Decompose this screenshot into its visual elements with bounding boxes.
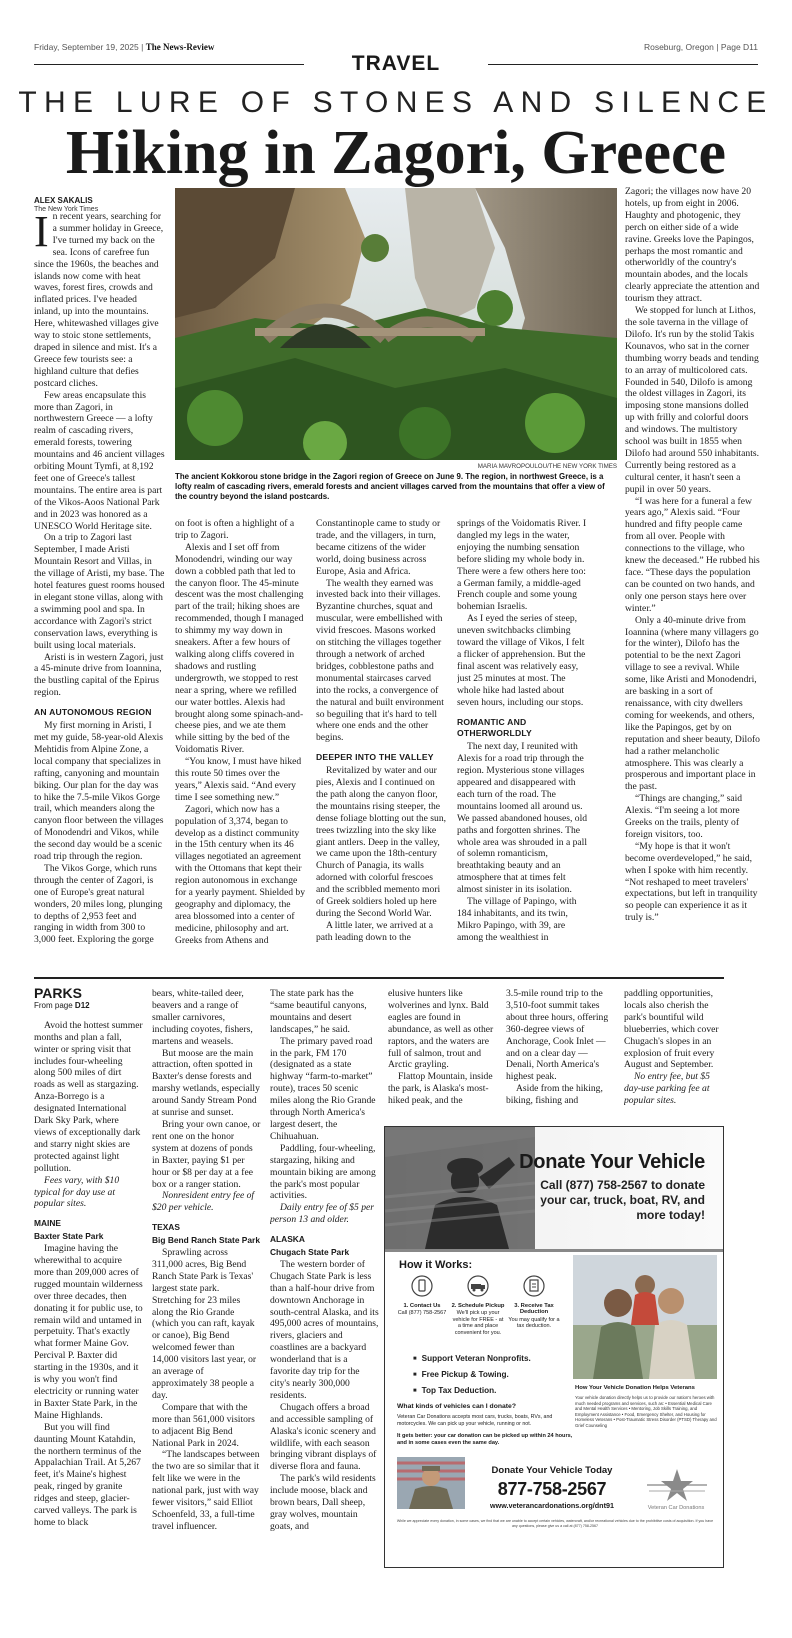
paragraph: paddling opportunities, locals also cherish the park's bountiful wild blueberries, which cover Chugach's slopes in an explosion of fruit every August and September. <box>624 988 719 1071</box>
masthead-left: Friday, September 19, 2025 | The News-Review <box>34 42 215 52</box>
paragraph: But you will find daunting Mount Katahdin, the northern terminus of the Appalachian Trail. At 5,267 feet, it's Maine's highest peak, ringed by granite ridges and steep, glacier-carved valleys. The park is home to black <box>34 1421 142 1528</box>
paragraph: on foot is often a highlight of a trip to Zagori. <box>175 518 295 541</box>
veteran-portrait-icon <box>397 1457 465 1509</box>
paragraph: We stopped for lunch at Lithos, the sole taverna in the village of Dilofo. It's run by the stolid Takis Kounavos, who sat in the corner thumbing worry beads and tending to an array of multicolored cats. Founded in 540, Dilofo is among the oldest villages in Zagori, its imposing stone mansions dolled up with frilly and colorful doors and windows. The multistory school was built in 1855 when Dilofo had around 550 inhabitants. Currently being restored as a cultural center, it hasn't seen a pupil in over 50 years. <box>625 305 760 495</box>
paragraph: On a trip to Zagori last September, I made Aristi Mountain Resort and Villas, in the village of Aristi, my base. The hotel features guest rooms housed in elegant stone villas, along with a swimming pool and spa. In accordance with Zagori's strict conservation laws, everything is built using local materials. <box>34 532 165 651</box>
article-column-4 <box>457 518 588 973</box>
paragraph: Constantinople came to study or trade, and the villagers, in turn, became citizens of the wider world, doing business across Europe, Asia and Africa. <box>316 518 441 577</box>
how-it-works-title: How it Works: <box>399 1259 473 1271</box>
tax-document-icon <box>523 1275 545 1297</box>
paragraph: Aside from the hiking, biking, fishing and <box>506 1083 603 1107</box>
drop-cap: I <box>34 211 49 256</box>
state-heading: ALASKA <box>270 1234 305 1245</box>
faq-extra: It gets better: your car donation can be picked up within 24 hours, and in some cases even the same day. <box>397 1433 573 1446</box>
headline: Hiking in Zagori, Greece <box>65 119 727 187</box>
paragraph: Chugach offers a broad and accessible sampling of Alaska's iconic scenery and wildlife, with each season bringing vibrant displays of diverse flora and fauna. <box>270 1401 377 1473</box>
fee-note: Daily entry fee of $5 per person 13 and older. <box>270 1202 375 1226</box>
ad-fine-print: While we appreciate every donation, in some cases, we find that we are unable to accept certain vehicles, watercraft, and/or recreational vehicles due to the prohibitive costs of acquisition. If you have any questions, please give us a call at (877) 758-2567 <box>396 1519 714 1528</box>
paragraph: The next day, I reunited with Alexis for a road trip through the region. Mysterious stone villages appeared and disappeared with each turn of the road. The mountains loomed all around us. We passed abandoned houses, old paths and forgotten shrines. The whole area was shrouded in a pall of solemn romanticism, breathtaking beauty and an atmosphere that at times felt almost sinister in its isolation. <box>457 741 588 896</box>
paragraph: Aristi is in western Zagori, just a 45-minute drive from Ioannina, the bustling capital of the Epirus region. <box>34 651 164 699</box>
paragraph: 3.5-mile round trip to the 3,510-foot summit takes about three hours, offering 360-degree views of Anchorage, Cook Inlet — and on a clear day — Denali, North America's highest peak. <box>506 988 609 1083</box>
ad-subheadline: Call (877) 758-2567 to donate your car, truck, boat, RV, and more today! <box>540 1178 705 1222</box>
paragraph: Paddling, four-wheeling, stargazing, hiking and mountain biking are among the park's most popular activities. <box>270 1142 376 1202</box>
section-rule-right <box>488 64 758 65</box>
paragraph: Only a 40-minute drive from Ioannina (where many villagers go for the winter), Dilofo has the potential to be the next Zagori village to see a revival. While some, like Aristi and Monodendri, are basking in a sort of renaissance, with city dwellers coming for weekends, and others, like the Papingos, get by on reputation and sheer beauty, Dilofo had a rather melancholic atmosphere. This was clearly a prosperous and important place in the past. <box>625 614 760 793</box>
paragraph: Revitalized by water and our pies, Alexis and I continued on the path along the canyon floor, the mountains rising steeper, the dense foliage blotting out the sun, trees twizzling into the sky like giant antlers. Deep in the valley, we came upon the 18th-century Church of Panagia, its walls adorned with colorful frescoes and the scribbled memento mori of Greek soldiers holed up here during the Second World War. <box>316 765 447 919</box>
ad-divider <box>385 1249 724 1252</box>
paragraph: As I eyed the series of steep, uneven switchbacks climbing toward the village of Vikos, I felt a flicker of apprehension. But the final ascent was relatively easy, just 25 minutes at most. The whole hike had lasted about seven hours, including our stops. <box>457 613 586 708</box>
paragraph: My first morning in Aristi, I met my guide, 58-year-old Alexis Mehtidis from Alpine Zone, a local company that specializes in rafting, canyoning and mountain biking. Our plan for the day was to hike the 7.5-mile Vikos Gorge trail, which meanders along the canyon floor between the villages of Monodendri and Vikos, while the second day would be a scenic road trip through the region. <box>34 720 164 863</box>
tow-truck-icon <box>467 1275 489 1297</box>
section-label: TRAVEL <box>351 52 441 75</box>
parks-title: PARKS <box>34 988 82 1001</box>
fee-note: Nonresident entry fee of $20 per vehicle. <box>152 1190 255 1214</box>
paragraph: But moose are the main attraction, often spotted in Baxter's dense forests and marshy wetlands, especially around Sandy Stream Pond at sunrise and sunset. <box>152 1047 260 1119</box>
paragraph: Compare that with the more than 561,000 visitors to adjacent Big Bend National Park in 2024. <box>152 1401 255 1449</box>
paragraph: Zagori, which now has a population of 3,374, began to develop as a distinct community in the 15th century when its 46 villages negotiated an agreement with the Ottomans that kept their region autonomous in exchange for a yearly payment. Shielded by geography and diplomacy, the area blossomed into a center of medicine, philosophy and art. Greeks from Athens and <box>175 803 306 946</box>
paragraph: “My hope is that it won't become overdeveloped,” he said, when I spoke with him recently. “Not reshaped to meet travelers' expectations, but left in tranquility so people can experience it as it truly is.” <box>625 840 758 924</box>
vehicle-donation-ad[interactable] <box>384 1126 724 1568</box>
ad-phone-number[interactable]: 877-758-2567 <box>497 1479 607 1499</box>
parks-column-4 <box>388 988 497 1120</box>
parks-column-3 <box>270 988 379 1624</box>
paragraph: “Things are changing,” said Alexis. “I'm seeing a lot more Greeks on the trails, plenty of foreign visitors, too. <box>625 793 743 840</box>
section-header <box>34 52 758 76</box>
bridge-photo <box>175 188 617 460</box>
subhead: AN AUTONOMOUS REGION <box>34 707 152 718</box>
paragraph: The park's wild residents include moose, black and brown bears, Dall sheep, gray wolves, mountain goats, and <box>270 1473 376 1532</box>
ad-headline: Donate Your Vehicle <box>519 1151 705 1173</box>
park-name: Chugach State Park <box>270 1247 350 1258</box>
paragraph: The state park has the “same beautiful canyons, mountains and desert landscapes,” he said. <box>270 988 367 1035</box>
parks-column-6 <box>624 988 728 1120</box>
section-divider <box>34 977 724 979</box>
parks-column-2 <box>152 988 261 1624</box>
paragraph: The village of Papingo, with 184 inhabitants, and its twin, Mikro Papingo, with 39, are among the wealthiest in <box>457 896 577 943</box>
article-column-5 <box>625 186 760 973</box>
subhead: ROMANTIC AND OTHERWORLDLY <box>457 716 532 739</box>
article-column-3 <box>316 518 447 973</box>
ad-url[interactable]: www.veterancardonations.org/dnt91 <box>490 1501 614 1510</box>
paragraph: The primary paved road in the park, FM 170 (designated as a state highway “farm-to-market” route), traces 50 scenic miles along the Rio Grande through North America's largest desert, the Chihuahuan. <box>270 1035 376 1142</box>
benefit-item: ■ Free Pickup & Towing. <box>413 1367 531 1383</box>
paper-name: The News-Review <box>145 42 215 52</box>
state-heading: TEXAS <box>152 1222 180 1233</box>
kicker: THE LURE OF STONES AND SILENCE <box>18 86 774 119</box>
byline-org: The New York Times <box>34 206 99 213</box>
fee-note: No entry fee, but $5 day-use parking fee at popular sites. <box>624 1071 710 1107</box>
paragraph: The wealth they earned was invested back into their villages. Byzantine churches, squat and muscular, were embellished with vivid frescoes. Masons worked on stitching the villages together through a network of arched bridges, cobblestone paths and monumental staircases carved into the rocks, a convergence of the natural and built environment so beguiling that it's hard to tell where one ends and the other begins. <box>316 577 444 744</box>
paragraph: The Vikos Gorge, which runs through the center of Zagori, is one of Europe's great natural wonders, 20 miles long, plunging to depths of 2,953 feet and ranging in width from 300 to 3,000 feet. Exploring the gorge <box>34 862 163 946</box>
helps-title: How Your Vehicle Donation Helps Veterans <box>575 1385 695 1391</box>
paragraph: Avoid the hottest summer months and plan a fall, winter or spring visit that includes four-wheeling along 500 miles of dirt roads as well as stargazing. Anza-Borrego is a designated International Dark Sky Park, where views of exceptionally dark and starry night skies are protected against light pollution. <box>34 1019 143 1174</box>
subhead: DEEPER INTO THE VALLEY <box>316 752 434 763</box>
photo-caption: The ancient Kokkorou stone bridge in the Zagori region of Greece on June 9. The region, in northwest Greece, is a lofty realm of cascading rivers, emerald forests and ancient villages carved from the mountains that offer a view of the country beyond the island postcards. <box>175 472 605 501</box>
paragraph: Bring your own canoe, or rent one on the honor system at dozens of ponds in Baxter, paying $1 per hour or $8 per day at a fee box or a ranger station. <box>152 1118 261 1190</box>
faq-question: What kinds of vehicles can I donate? <box>397 1403 516 1410</box>
parks-column-5 <box>506 988 615 1120</box>
helps-text: Your vehicle donation directly helps us to provide our nation's heroes with much needed programs and services, such as: • Essential Medical Care and Mental Health Services • Mentoring, Job Skills Training, and Employment Assistance • Food, Emergency Shelter, and Housing for Homeless Veterans • Post-Traumatic Stress Disorder (PTSD) Therapy and Grief Counseling <box>575 1395 717 1428</box>
paragraph: elusive hunters like wolverines and lynx. Bald eagles are found in abundance, as well as other raptors, and the waters are full of salmon, trout and Arctic grayling. <box>388 988 494 1071</box>
step-contact: 1. Contact Us Call (877) 758-2567 <box>395 1275 449 1317</box>
location-page: Roseburg, Oregon | Page D11 <box>643 42 758 52</box>
paragraph: A little later, we arrived at a path leading down to the <box>316 919 433 943</box>
byline-name: ALEX SAKALIS <box>34 196 93 205</box>
fee-note: Fees vary, with $10 typical for day use at popular sites. <box>34 1174 120 1210</box>
article-column-2 <box>175 518 306 973</box>
paragraph: “You know, I must have hiked this route 50 times over the years,” Alexis said. “And every time I see something new.” <box>175 756 302 803</box>
article-column-1 <box>34 211 165 973</box>
ad-logo-text: Veteran Car Donations <box>647 1505 705 1511</box>
benefit-item: ■ Top Tax Deduction. <box>413 1383 531 1399</box>
saluting-soldier-icon <box>385 1127 535 1249</box>
donate-today: Donate Your Vehicle Today <box>491 1465 613 1476</box>
paragraph: Sprawling across 311,000 acres, Big Bend Ranch State Park is Texas' largest state park. Stretching for 23 miles along the Rio Grande (which you can raft, kayak or canoe), Big Bend welcomed fewer than 14,000 visitors last year, or an average of approximately 38 people a day. <box>152 1247 257 1401</box>
step-pickup: 2. Schedule Pickup We'll pick up your vehicle for FREE - at a time and place convenient for you. <box>451 1275 505 1337</box>
park-name: Baxter State Park <box>34 1231 104 1242</box>
phone-icon <box>411 1275 433 1297</box>
paragraph: “The landscapes between the two are so similar that it felt like we were in the national park, just with way fewer visitors,” said Elliot Schoenfeld, 33, a full-time travel influencer. <box>152 1449 260 1532</box>
jump-line: From page D12 <box>34 1000 90 1010</box>
faq-answer: Veteran Car Donations accepts most cars, trucks, boats, RVs, and motorcycles. We can pick up your vehicle, running or not. <box>397 1414 553 1427</box>
benefit-list <box>413 1351 531 1399</box>
step-deduction: 3. Receive Tax Deduction You may qualify for a tax deduction. <box>507 1275 561 1330</box>
paragraph: Zagori; the villages now have 20 hotels, up from eight in 2006. Haughty and photogenic, they perch on either side of a wide ravine. Greeks love the Papingos, perhaps the most romantic and otherworldly of the country's mountain abodes, and the locals clearly appreciate the attention and tourism they attract. <box>625 186 760 305</box>
park-name: Big Bend Ranch State Park <box>152 1235 260 1246</box>
star-logo-icon <box>637 1463 717 1509</box>
paragraph: The western border of Chugach State Park is less than a half-hour drive from downtown Anchorage in south-central Alaska, and its 495,000 acres of mountains, rivers, glaciers and coastlines are a backyard wonderland that is a favorite day trip for the city's nearly 300,000 residents. <box>270 1258 379 1401</box>
paragraph: Alexis and I set off from Monodendri, winding our way down a cobbled path that led to the canyon floor. The 45-minute descent was the most challenging part of the trail; hiking shoes are recommended, though I managed to shimmy my way down in sneakers. After a few hours of walking along cliffs covered in shadows and rustling undergrowth, we stopped to rest near a spring, where we refilled our water bottles. Alexis had brought along some spinach-and-cheese pies, and we ate them while sitting by the bed of the Voidomatis River. <box>175 541 304 756</box>
benefit-item: ■ Support Veteran Nonprofits. <box>413 1351 531 1367</box>
paragraph: bears, white-tailed deer, beavers and a range of smaller carnivores, including coyotes, fishers, martens and weasels. <box>152 988 253 1047</box>
issue-date: Friday, September 19, 2025 <box>34 42 139 52</box>
paragraph: Few areas encapsulate this more than Zagori, in northwestern Greece — a lofty realm of cascading rivers, emerald forests, towering mountains and 46 ancient villages orbiting Mount Tymfi, at 8,192 feet one of Greece's tallest mountains. The entire area is part of the Vikos-Aoos National Park and in 2023 was honored as a UNESCO World Heritage site. <box>34 389 165 532</box>
paragraph: springs of the Voidomatis River. I dangled my legs in the water, enjoying the numbing sensation before sliding my whole body in. There were a few others here too: a German family, a middle-aged French couple and some young bohemian Israelis. <box>457 518 587 613</box>
state-heading: MAINE <box>34 1218 61 1229</box>
family-photo-icon <box>573 1255 717 1379</box>
paragraph: Flattop Mountain, inside the park, is Alaska's most-hiked peak, and the <box>388 1071 493 1107</box>
parks-column-1 <box>34 988 143 1624</box>
paragraph: “I was here for a funeral a few years ago,” Alexis said. “Four hundred and fifty people came from all over. People with connections to the village, who knew the deceased.” He rubbed his face. “These days the population can be counted on two hands, and only one person stays here over winter.” <box>625 495 760 614</box>
photo-credit: MARIA MAVROPOULOU/THE NEW YORK TIMES <box>477 463 617 470</box>
paragraph: In recent years, searching for a summer holiday in Greece, I've turned my back on the sea. Icons of carefree fun since the 1960s, the beaches and islands now come with heat waves, forest fires, crowds and inflated prices. I've headed inland, up into the mountains. Here, whitewashed villages give way to stoic stone settlements, draped in silence and mist. It's a Greece few tourists see: a highland culture that defies postcard cliches. <box>34 211 164 389</box>
paragraph: Imagine having the wherewithal to acquire more than 209,000 acres of rugged mountain wilderness over three decades, then donating it for public use, to remain wild and untamed in perpetuity. That's exactly what former Maine Gov. Percival P. Baxter did starting in the 1930s, and it is why you won't find electricity or running water in Baxter State Park, in the Maine Highlands. <box>34 1243 143 1421</box>
